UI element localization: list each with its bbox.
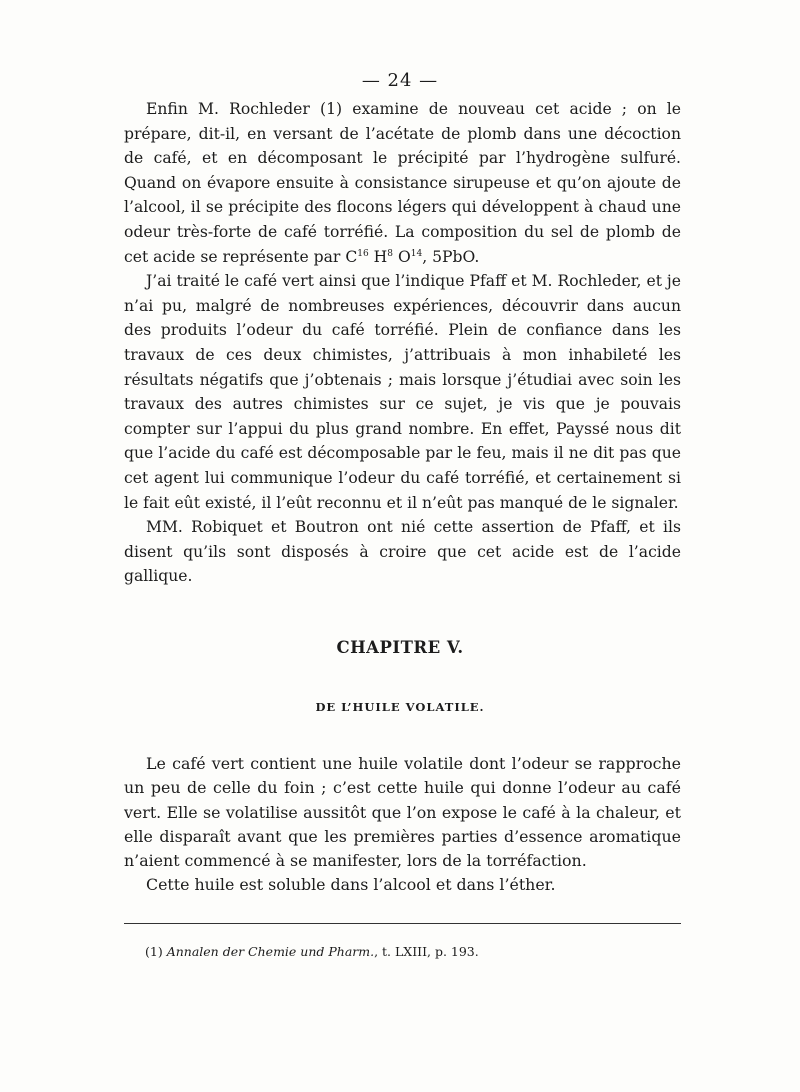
formula-tail: , 5PbO. <box>422 247 480 266</box>
section-title: DE L’HUILE VOLATILE. <box>315 700 485 714</box>
paragraph-text: Enfin M. Rochleder (1) examine de nouveau cet acide ; on le prépare, dit-il, en versant de l’acétate de plomb dans une décoction de café, et en décomposant le précipité par l’hydrogène sulfuré. Quand on évapore ensuite à consistance sirupeuse et qu’on ajoute de l’alcool, il se précipite des flocons légers qui développent à chaud une odeur très-forte de café torréfié. La composition du sel de plomb de cet acide se représente par <box>124 100 681 266</box>
formula-oxygen-count: 14 <box>410 248 423 259</box>
page-number: — 24 — <box>361 70 439 91</box>
chapter-title: CHAPITRE V. <box>336 638 464 657</box>
chemical-formula <box>345 248 479 266</box>
chapter-text-block <box>124 752 681 898</box>
paragraph-robiquet: MM. Robiquet et Boutron ont nié cette assertion de Pfaff, et ils disent qu’ils sont disposés à croire que cet acide est de l’acide gallique. <box>124 518 681 586</box>
paragraph-rochleder <box>124 97 681 269</box>
formula-hydrogen: H <box>368 247 388 266</box>
formula-carbon: C <box>345 247 358 266</box>
main-text-block <box>124 97 681 589</box>
paragraph-pfaff: J’ai traité le café vert ainsi que l’indique Pfaff et M. Rochleder, et je n’ai pu, malgré de nombreuses expériences, découvrir dans aucun des produits l’odeur du café torréfié. Plein de confiance dans les travaux de ces deux chimistes, j’attribuais à mon inhabileté les résultats négatifs que j’obtenais ; mais lorsque j’étudiai avec soin les travaux des autres chimistes sur ce sujet, je vis que je pouvais compter sur l’appui du plus grand nombre. En effet, Payssé nous dit que l’acide du café est décomposable par le feu, mais il ne dit pas que cet agent lui communique l’odeur du café torréfié, et certainement si le fait eût existé, il l’eût reconnu et il n’eût pas manqué de le signaler. <box>124 272 681 512</box>
footnote-reference: , t. LXIII, p. 193. <box>374 944 479 959</box>
formula-oxygen: O <box>393 247 411 266</box>
formula-hydrogen-count: 8 <box>387 248 394 259</box>
paragraph-solubilite: Cette huile est soluble dans l’alcool et dans l’éther. <box>146 875 556 895</box>
footnote-marker: (1) <box>145 944 163 959</box>
paragraph-huile: Le café vert contient une huile volatile dont l’odeur se rapproche un peu de celle du foin ; c’est cette huile qui donne l’odeur au café vert. Elle se volatilise aussitôt que l’on expose le café à la chaleur, et elle disparaît avant que les premières parties d’essence aromatique n’aient commencé à se manifester, lors de la torréfaction. <box>124 754 681 871</box>
footnote <box>145 944 665 960</box>
footnote-divider <box>124 923 681 924</box>
footnote-source: Annalen der Chemie und Pharm. <box>166 944 375 959</box>
formula-carbon-count: 16 <box>357 248 369 259</box>
